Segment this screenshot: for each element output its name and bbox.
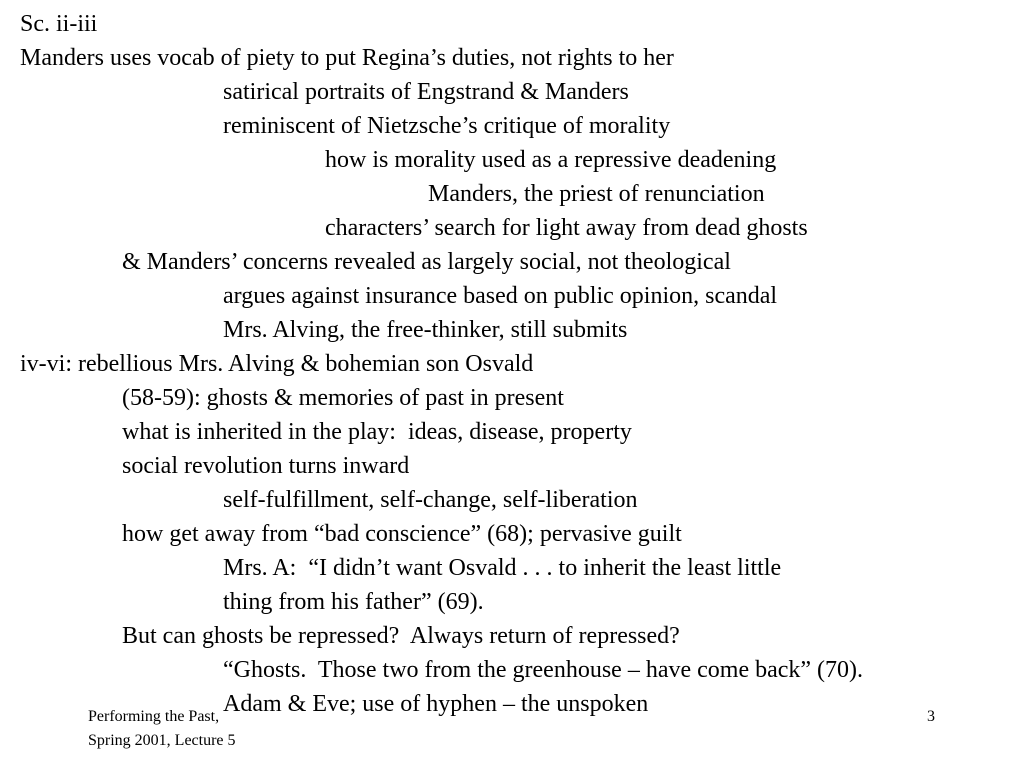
slide-line: satirical portraits of Engstrand & Manders [223, 79, 629, 105]
slide-line: social revolution turns inward [122, 453, 410, 479]
slide-line: “Ghosts. Those two from the greenhouse – have come back” (70). [223, 657, 864, 683]
slide-line: characters’ search for light away from dead ghosts [325, 215, 808, 241]
page-number: 3 [927, 708, 935, 725]
footer-term: Spring 2001, Lecture 5 [88, 732, 236, 749]
footer-course: Performing the Past, [88, 708, 220, 725]
slide-line: Sc. ii-iii [20, 11, 98, 37]
slide-line: reminiscent of Nietzsche’s critique of morality [223, 113, 671, 139]
slide-line: Adam & Eve; use of hyphen – the unspoken [223, 691, 649, 717]
slide-line: Manders, the priest of renunciation [428, 181, 765, 207]
slide-line: what is inherited in the play: ideas, disease, property [122, 419, 632, 445]
slide-line: self-fulfillment, self-change, self-liberation [223, 487, 638, 513]
slide-line: But can ghosts be repressed? Always return of repressed? [122, 623, 680, 649]
slide-line: thing from his father” (69). [223, 589, 484, 615]
slide-line: (58-59): ghosts & memories of past in present [122, 385, 564, 411]
slide-line: argues against insurance based on public opinion, scandal [223, 283, 778, 309]
slide-line: & Manders’ concerns revealed as largely social, not theological [122, 249, 731, 275]
slide-line: Mrs. A: “I didn’t want Osvald . . . to inherit the least little [223, 555, 782, 581]
slide-line: how is morality used as a repressive deadening [325, 147, 777, 173]
slide-line: iv-vi: rebellious Mrs. Alving & bohemian son Osvald [20, 351, 534, 377]
slide-line: how get away from “bad conscience” (68); pervasive guilt [122, 521, 682, 547]
slide-line: Manders uses vocab of piety to put Regina’s duties, not rights to her [20, 45, 674, 71]
slide-line: Mrs. Alving, the free-thinker, still submits [223, 317, 628, 343]
